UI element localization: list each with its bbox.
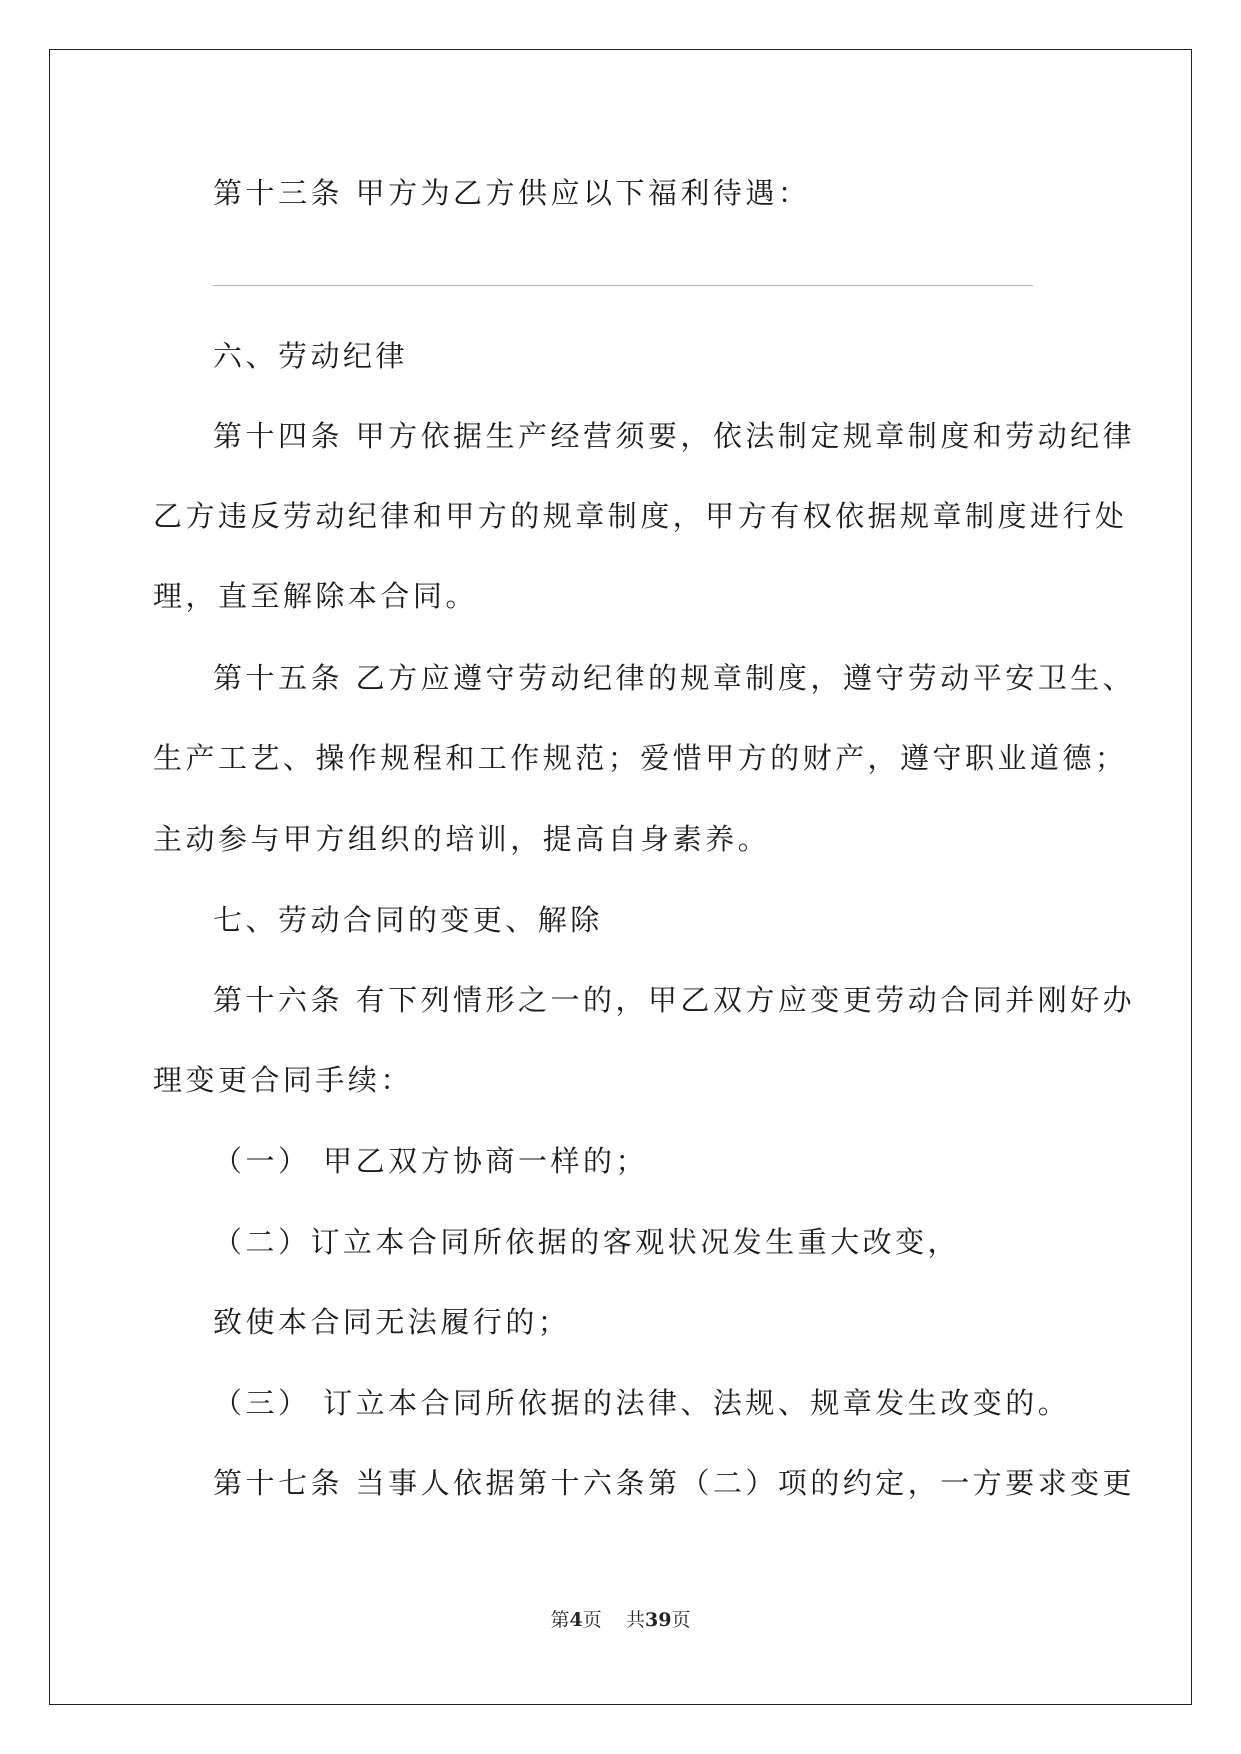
paragraph-line: 主动参与甲方组织的培训，提高自身素养。	[153, 822, 771, 856]
total-suffix: 页	[671, 1609, 691, 1631]
paragraph-line: 乙方违反劳动纪律和甲方的规章制度，甲方有权依据规章制度进行处	[153, 499, 1128, 533]
page-prefix: 第	[550, 1609, 570, 1631]
page-footer	[0, 1608, 1241, 1632]
page-number: 4	[569, 1609, 583, 1631]
fill-in-blank-line	[213, 285, 1033, 286]
list-item-continuation: 致使本合同无法履行的；	[213, 1305, 571, 1339]
list-item: （一） 甲乙双方协商一样的；	[213, 1144, 648, 1178]
paragraph-line: 生产工艺、操作规程和工作规范；爱惜甲方的财产，遵守职业道德；	[153, 741, 1128, 775]
section-heading: 七、劳动合同的变更、解除	[213, 903, 603, 937]
list-item: （二）订立本合同所依据的客观状况发生重大改变，	[213, 1225, 961, 1259]
paragraph-line: 第十三条 甲方为乙方供应以下福利待遇：	[213, 176, 811, 210]
total-pages: 39	[644, 1609, 672, 1631]
page-border	[49, 49, 1192, 1705]
total-prefix: 共	[625, 1609, 645, 1631]
paragraph-line: 理，直至解除本合同。	[153, 579, 478, 613]
paragraph-line: 第十七条 当事人依据第十六条第（二）项的约定，一方要求变更	[213, 1466, 1136, 1500]
section-heading: 六、劳动纪律	[213, 339, 408, 373]
paragraph-line: 理变更合同手续：	[153, 1063, 413, 1097]
paragraph-line: 第十六条 有下列情形之一的，甲乙双方应变更劳动合同并刚好办	[213, 983, 1136, 1017]
paragraph-line: 第十五条 乙方应遵守劳动纪律的规章制度，遵守劳动平安卫生、	[213, 661, 1136, 695]
list-item: （三） 订立本合同所依据的法律、法规、规章发生改变的。	[213, 1386, 1071, 1420]
paragraph-line: 第十四条 甲方依据生产经营须要，依法制定规章制度和劳动纪律	[213, 419, 1136, 453]
page-suffix: 页	[582, 1609, 602, 1631]
